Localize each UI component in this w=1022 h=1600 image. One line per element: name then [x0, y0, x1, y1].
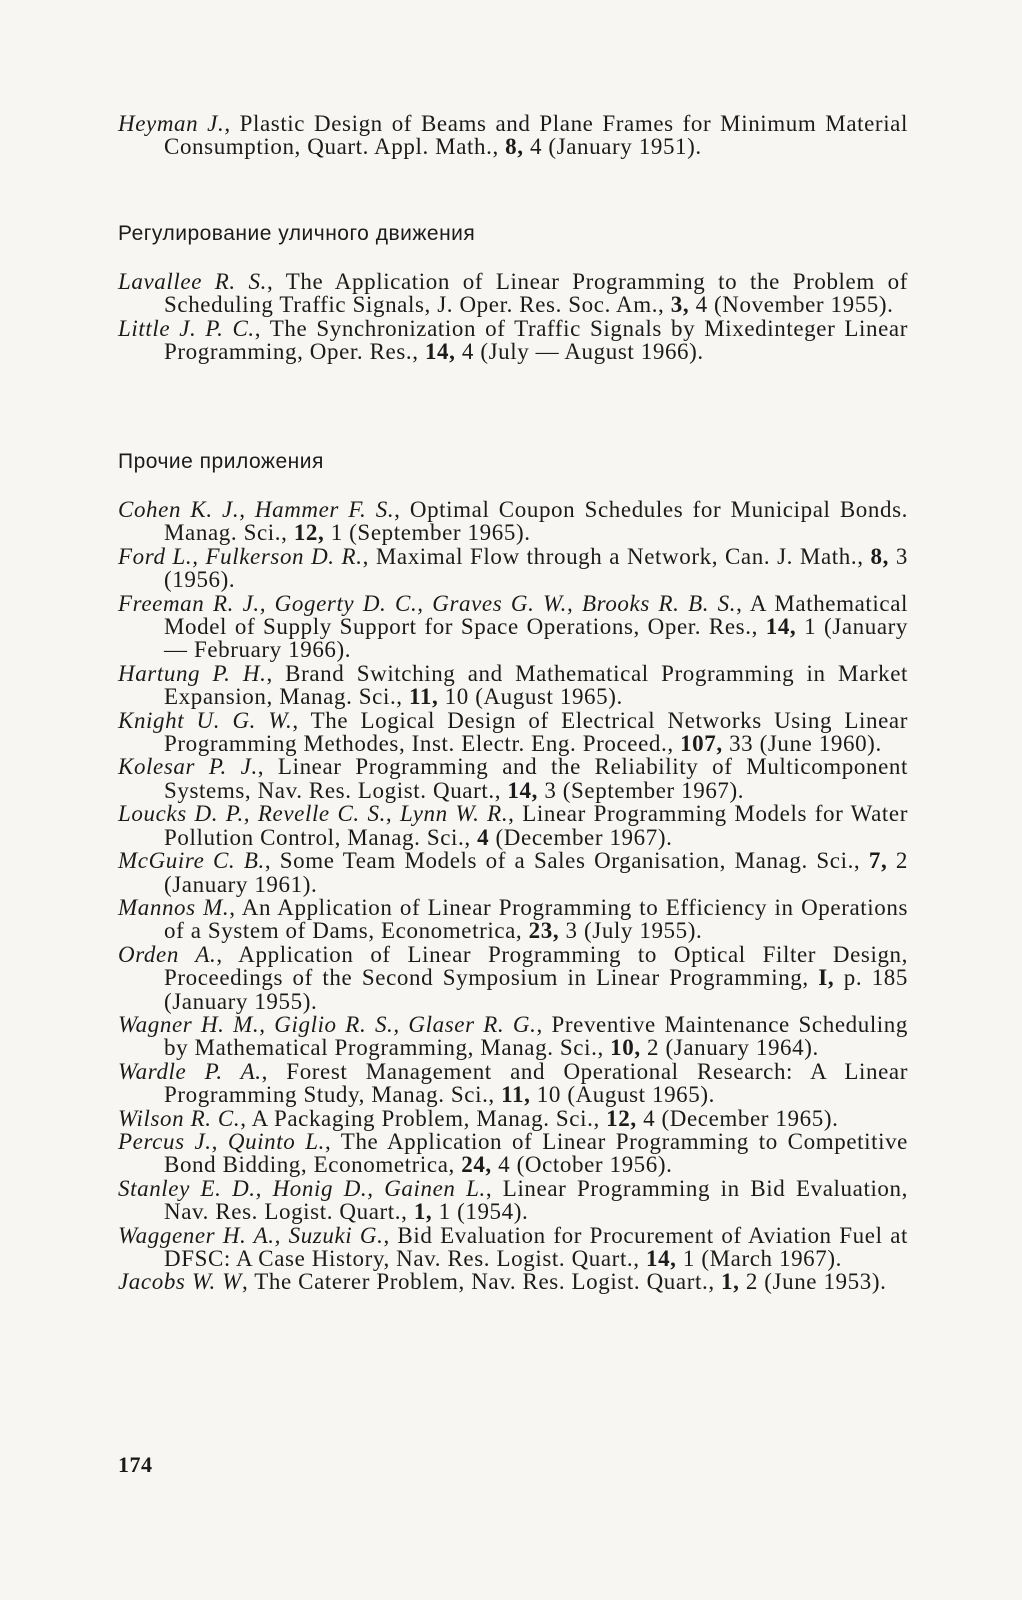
entry-text: , The Synchronization of Traffic Signals by Mixedinteger Linear Programming, Oper. Res.,	[164, 315, 908, 365]
entry-text: , Linear Programming in Bid Evaluation, Nav. Res. Logist. Quart.,	[164, 1175, 908, 1225]
entry-issue: 10 (August 1965).	[438, 684, 623, 710]
section-traffic-control	[118, 222, 908, 364]
entry-authors: Lavallee R. S.	[118, 269, 268, 294]
entry-issue: 2 (January 1964).	[640, 1035, 819, 1061]
entry-authors: Mannos M.	[118, 894, 230, 920]
entry-issue: 1 (1954).	[432, 1199, 529, 1225]
entry-volume: 4	[477, 824, 490, 850]
reference-entry	[118, 317, 908, 364]
entry-volume: 14,	[645, 1246, 677, 1271]
entry-volume: 7,	[868, 848, 888, 874]
entry-authors: Freeman R. J., Gogerty D. C., Graves G. W., Brooks R. B. S.	[118, 590, 737, 616]
entry-text: , A Packaging Problem, Manag. Sci.,	[240, 1105, 607, 1131]
entry-text: , Application of Linear Programming to Optical Filter Design, Proceedings of the Second Symposium in Linear Programming,	[164, 941, 908, 991]
entry-text: , Linear Programming Models for Water Pollution Control, Manag. Sci.,	[164, 801, 908, 850]
entry-volume: 11,	[409, 684, 439, 710]
entry-volume: 14,	[765, 614, 797, 640]
entry-text: , The Application of Linear Programming to the Problem of Scheduling Traffic Signals, J. Oper. Res. Soc. Am.,	[164, 269, 908, 318]
entry-authors: Wagner H. M., Giglio R. S., Glaser R. G.	[118, 1011, 537, 1037]
entry-text: , Maximal Flow through a Network, Can. J. Math.,	[362, 543, 871, 569]
reference-entry	[118, 755, 908, 802]
reference-entry	[118, 270, 908, 317]
entry-volume: 107,	[680, 731, 723, 757]
reference-entry	[118, 943, 908, 1013]
section-heading: Регулирование уличного движения	[118, 222, 476, 245]
entry-volume: I,	[818, 965, 835, 991]
reference-entry	[118, 709, 908, 756]
entry-authors: Kolesar P. J.	[118, 754, 258, 780]
entry-authors: Orden A.	[118, 941, 217, 967]
reference-entry	[118, 1177, 908, 1224]
section-heading: Прочие приложения	[118, 450, 324, 473]
entry-authors: Hartung P. H.	[118, 660, 267, 686]
entry-authors: Wilson R. C.	[118, 1105, 241, 1131]
entry-text: , Linear Programming and the Reliability of Multicomponent Systems, Nav. Res. Logist. Quart.,	[164, 754, 908, 803]
entry-issue: 10 (August 1965).	[530, 1082, 715, 1108]
entry-issue: 3 (1956).	[164, 543, 908, 593]
entry-authors: Loucks D. P., Revelle C. S., Lynn W. R.	[118, 801, 509, 827]
entry-volume: 1,	[413, 1199, 433, 1225]
entry-text: , Bid Evaluation for Procurement of Aviation Fuel at DFSC: A Case History, Nav. Res. Logist. Quart.,	[164, 1222, 909, 1271]
entry-volume: 14,	[507, 777, 538, 803]
reference-entry	[118, 545, 908, 592]
entry-issue: 4 (November 1955).	[689, 292, 894, 318]
entry-text: , The Application of Linear Programming to Competitive Bond Bidding, Econometrica,	[164, 1128, 908, 1178]
entry-volume: 3,	[670, 292, 690, 318]
reference-entry	[118, 1224, 908, 1271]
entry-text: , Forest Management and Operational Research: A Linear Programming Study, Manag. Sci.,	[164, 1058, 908, 1108]
reference-entry	[118, 1107, 908, 1130]
entry-issue: 1 (September 1965).	[324, 520, 531, 546]
page-number: 174	[118, 1452, 153, 1477]
reference-entry	[118, 592, 908, 662]
entry-authors: Heyman J.	[118, 111, 225, 136]
entry-authors: Waggener H. A., Suzuki G.	[118, 1222, 384, 1248]
entry-issue: 1 (January — February 1966).	[164, 614, 908, 663]
reference-entry	[118, 802, 908, 849]
reference-entry	[118, 896, 908, 943]
entry-authors: Percus J., Quinto L.	[118, 1128, 325, 1154]
reference-entry	[118, 1270, 908, 1293]
entry-issue: (December 1967).	[489, 824, 673, 850]
reference-entry	[118, 849, 908, 896]
entry-volume: 23,	[528, 918, 560, 944]
entry-text: , The Logical Design of Electrical Networks Using Linear Programming Methodes, Inst. Electr. Eng. Proceed.,	[164, 707, 908, 757]
reference-entry	[118, 498, 908, 545]
section-other-applications	[118, 450, 908, 1294]
entry-volume: 10,	[610, 1035, 641, 1061]
reference-entry	[118, 1013, 908, 1060]
entry-issue: 1 (March 1967).	[676, 1246, 842, 1271]
top-entries	[118, 112, 908, 159]
entry-issue: p. 185 (January 1955).	[164, 965, 908, 1014]
entry-text: , Optimal Coupon Schedules for Municipal Bonds. Manag. Sci.,	[164, 497, 908, 546]
entry-authors: McGuire C. B.	[118, 848, 265, 874]
reference-entry	[118, 1060, 908, 1107]
reference-entry	[118, 662, 908, 709]
reference-entry	[118, 112, 908, 159]
entry-volume: 11,	[501, 1082, 531, 1108]
entry-text: , Plastic Design of Beams and Plane Frames for Minimum Material Consumption, Quart. Appl. Math.,	[164, 111, 908, 160]
entry-volume: 14,	[424, 339, 456, 365]
entry-text: , Preventive Maintenance Scheduling by Mathematical Programming, Manag. Sci.,	[164, 1011, 909, 1061]
entry-issue: 2 (June 1953).	[739, 1269, 887, 1295]
entry-authors: Jacobs W. W	[118, 1269, 242, 1295]
entry-authors: Knight U. G. W.	[118, 707, 293, 733]
entry-issue: 2 (January 1961).	[164, 848, 908, 897]
entry-issue: 4 (July — August 1966).	[455, 339, 704, 365]
entry-volume: 24,	[461, 1152, 492, 1178]
entry-text: , Brand Switching and Mathematical Programming in Market Expansion, Manag. Sci.,	[164, 660, 908, 710]
entry-volume: 8,	[505, 134, 524, 160]
entry-text: , The Caterer Problem, Nav. Res. Logist. Quart.,	[241, 1269, 722, 1295]
entry-issue: 33 (June 1960).	[722, 731, 882, 757]
entry-text: , Some Team Models of a Sales Organisation, Manag. Sci.,	[264, 848, 869, 874]
entry-authors: Stanley E. D., Honig D., Gainen L.	[118, 1175, 486, 1201]
entry-issue: 4 (January 1951).	[523, 134, 702, 160]
entry-text: , An Application of Linear Programming to Efficiency in Operations of a System of Dams, Econometrica,	[164, 894, 909, 944]
entry-authors: Cohen K. J., Hammer F. S.	[118, 497, 395, 522]
entry-issue: 4 (October 1956).	[491, 1152, 673, 1178]
entry-issue: 3 (September 1967).	[537, 777, 745, 803]
entry-volume: 8,	[870, 543, 889, 569]
entry-authors: Wardle P. A.	[118, 1058, 262, 1084]
entry-volume: 12,	[293, 520, 325, 546]
reference-entry	[118, 1130, 908, 1177]
entry-authors: Little J. P. C.	[118, 315, 255, 341]
entry-issue: 3 (July 1955).	[559, 918, 703, 944]
entry-volume: 1,	[721, 1269, 740, 1295]
entry-volume: 12,	[606, 1105, 637, 1131]
entry-text: , A Mathematical Model of Supply Support for Space Operations, Oper. Res.,	[164, 590, 909, 640]
entry-authors: Ford L., Fulkerson D. R.	[118, 543, 363, 569]
entry-issue: 4 (December 1965).	[636, 1105, 839, 1131]
